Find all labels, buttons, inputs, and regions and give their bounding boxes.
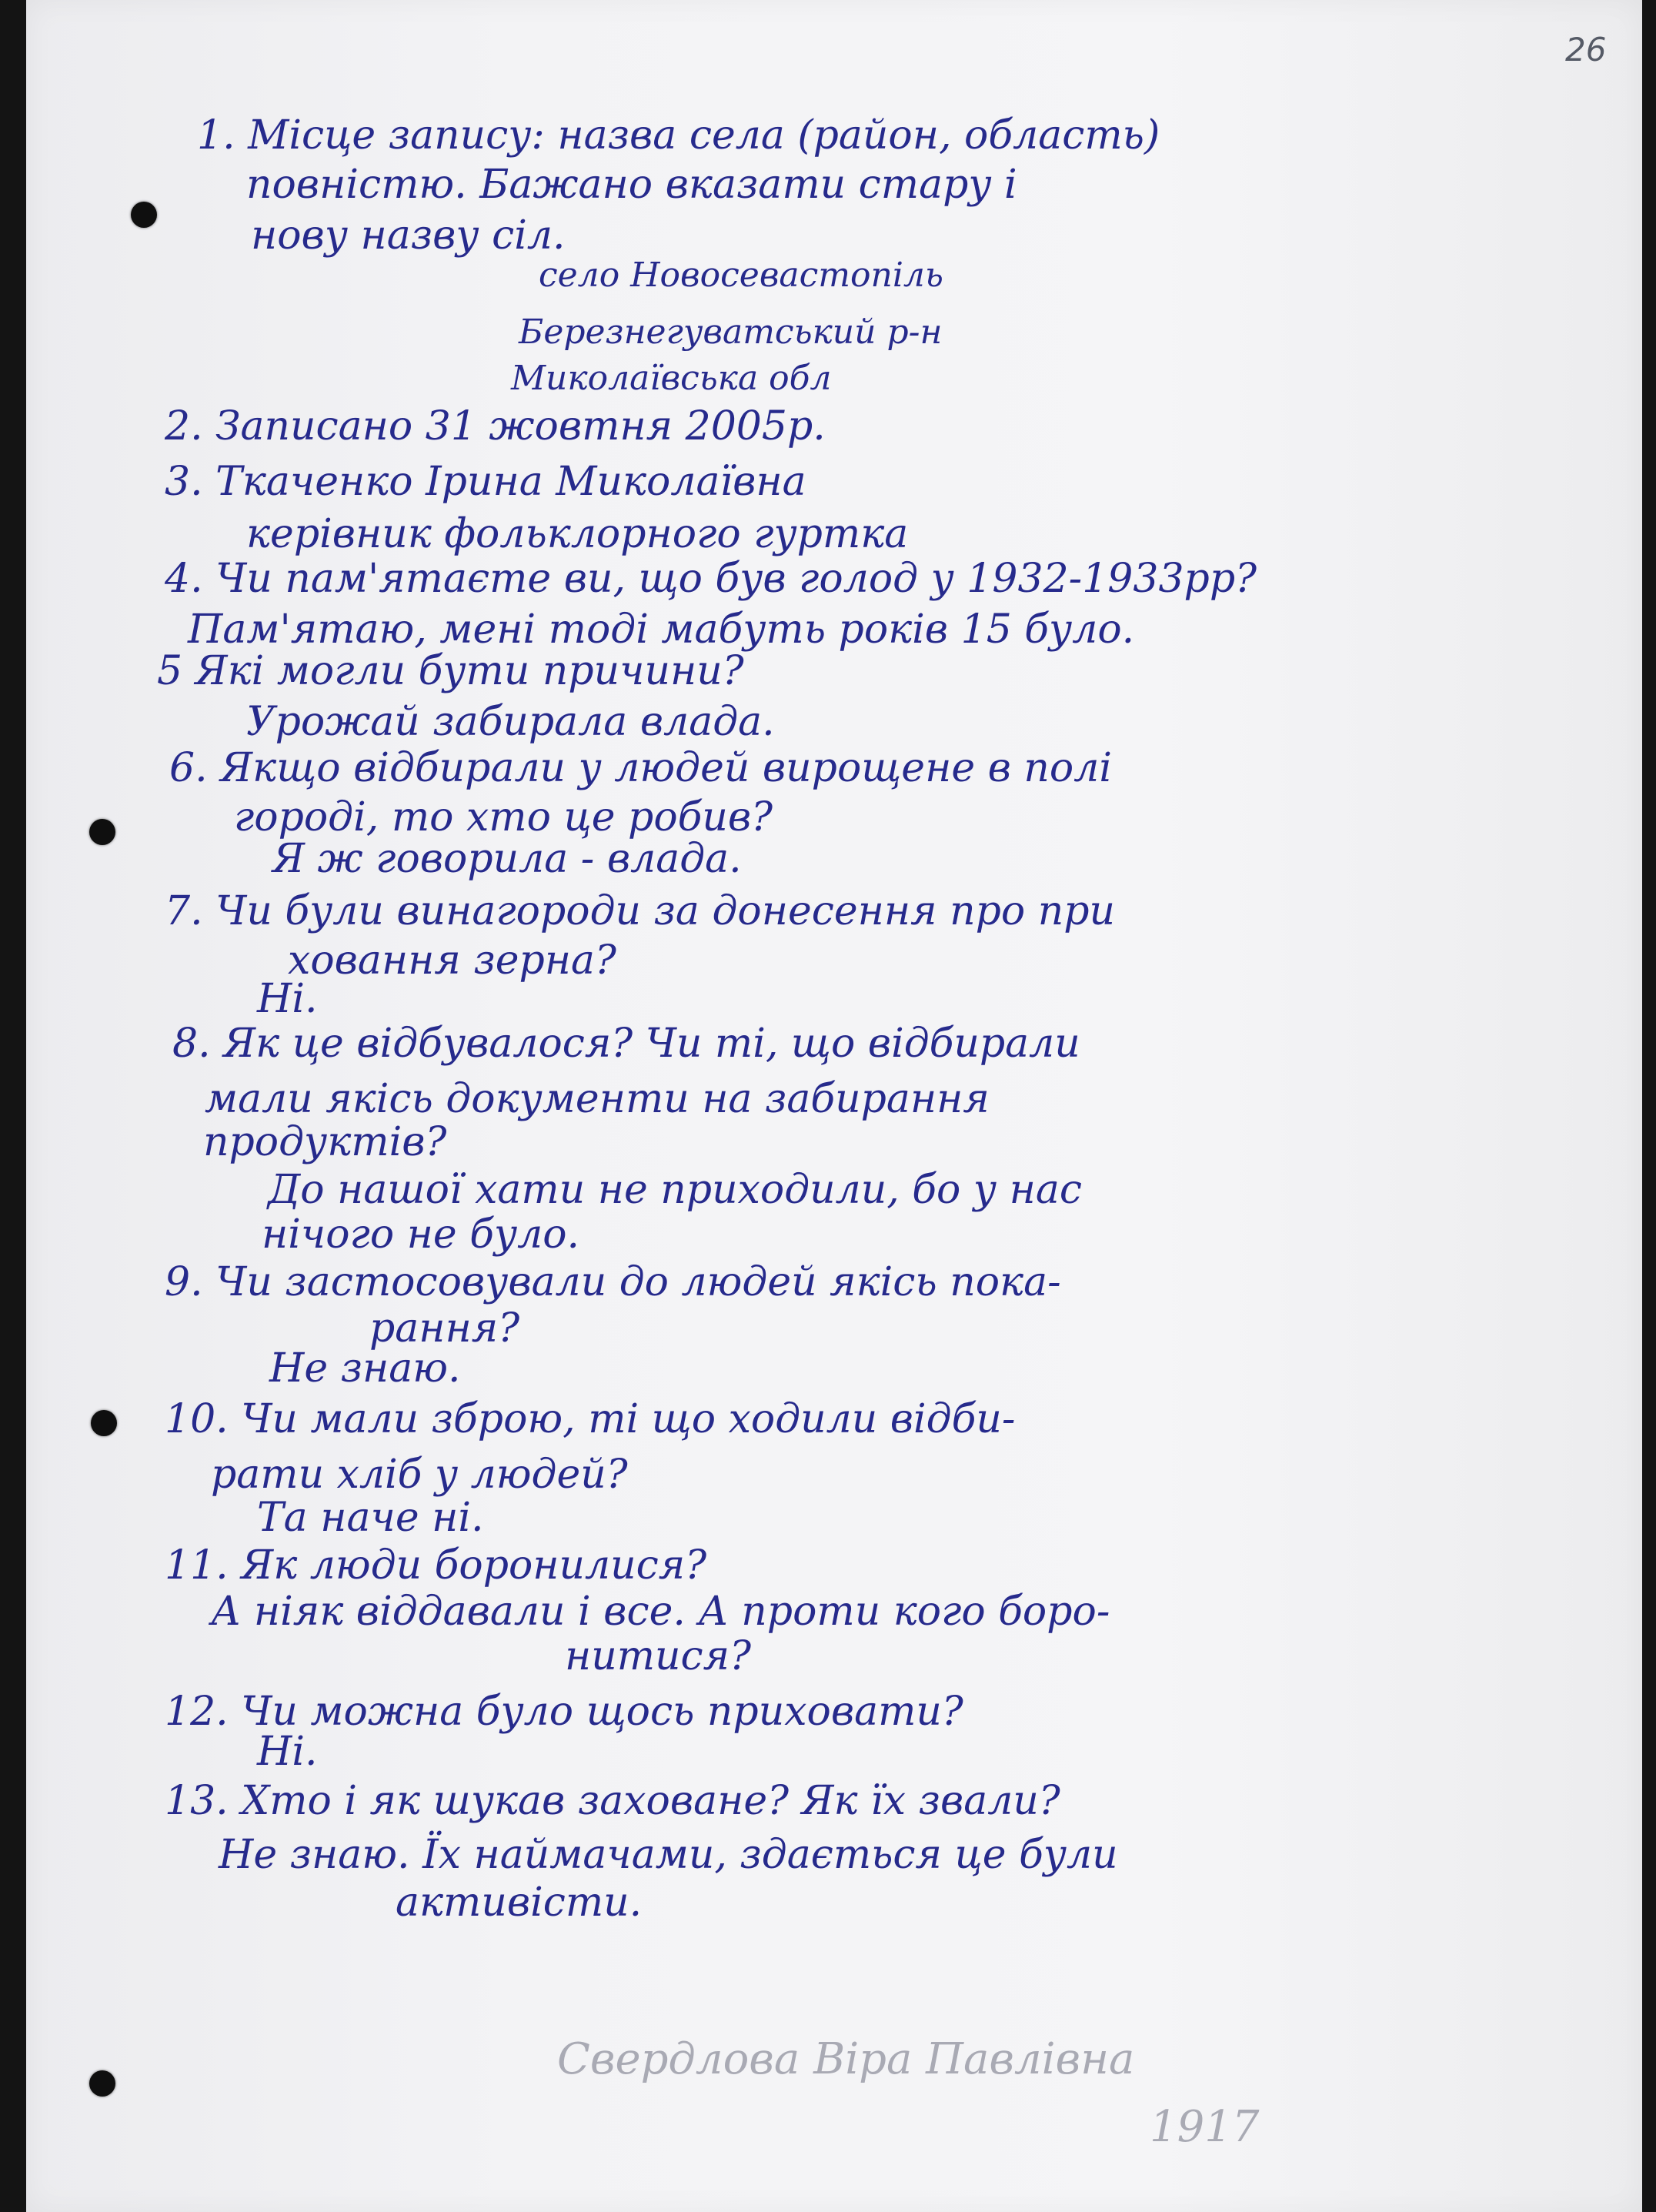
text-line: А ніяк віддавали і все. А проти кого боро- bbox=[211, 1589, 1110, 1635]
text-line: 13. Хто і як шукав заховане? Як їх звали? bbox=[165, 1778, 1060, 1824]
text-line: нитися? bbox=[565, 1633, 751, 1679]
text-line: 12. Чи можна було щось приховати? bbox=[165, 1689, 963, 1735]
signature-year: 1917 bbox=[1150, 2102, 1260, 2152]
punch-hole bbox=[89, 2070, 115, 2097]
text-line: 4. Чи пам'ятаєте ви, що був голод у 1932-1933рр? bbox=[165, 556, 1257, 602]
text-line: село Новосевастопіль bbox=[539, 256, 943, 295]
text-line: Та наче ні. bbox=[257, 1495, 484, 1541]
text-line: До нашої хати не приходили, бо у нас bbox=[268, 1167, 1082, 1213]
text-line: городі, то хто це робив? bbox=[234, 794, 773, 840]
text-line: 8. Як це відбувалося? Чи ті, що відбирали bbox=[172, 1021, 1080, 1067]
punch-hole bbox=[91, 1410, 117, 1436]
text-line: 3. Ткаченко Ірина Миколаївна bbox=[165, 459, 806, 505]
text-line: 1. Місце запису: назва села (район, область) bbox=[197, 112, 1160, 159]
page-number: 26 bbox=[1565, 31, 1607, 68]
text-line: Не знаю. bbox=[269, 1345, 461, 1392]
text-line: 7. Чи були винагороди за донесення про при bbox=[165, 888, 1115, 934]
text-line: 5 Які могли бути причини? bbox=[157, 648, 744, 694]
text-line: Урожай забирала влада. bbox=[246, 699, 775, 745]
text-line: Ні. bbox=[257, 1729, 318, 1775]
text-line: Я ж говорила - влада. bbox=[272, 836, 742, 882]
text-line: продуктів? bbox=[203, 1119, 447, 1165]
text-line: ховання зерна? bbox=[288, 937, 616, 984]
punch-hole bbox=[131, 202, 157, 228]
text-line: Не знаю. Їх наймачами, здається це були bbox=[219, 1832, 1118, 1878]
text-line: 10. Чи мали зброю, ті що ходили відби- bbox=[165, 1396, 1016, 1442]
text-line: нічого не було. bbox=[262, 1211, 580, 1258]
signature-name: Свердлова Віра Павлівна bbox=[557, 2034, 1135, 2084]
text-line: керівник фольклорного гуртка bbox=[246, 511, 909, 557]
text-line: нову назву сіл. bbox=[251, 212, 566, 259]
text-line: повністю. Бажано вказати стару і bbox=[246, 162, 1017, 208]
text-line: Пам'ятаю, мені тоді мабуть років 15 було. bbox=[188, 606, 1135, 653]
text-line: 9. Чи застосовували до людей якісь пока- bbox=[165, 1259, 1061, 1305]
punch-hole bbox=[89, 819, 115, 845]
text-line: 6. Якщо відбирали у людей вирощене в полі bbox=[169, 745, 1112, 791]
text-line: 11. Як люди боронилися? bbox=[165, 1542, 707, 1589]
text-line: рати хліб у людей? bbox=[211, 1452, 628, 1498]
text-line: Березнегуватський р-н bbox=[519, 312, 943, 352]
text-line: активісти. bbox=[396, 1880, 643, 1926]
text-line: рання? bbox=[369, 1305, 520, 1352]
document-page bbox=[26, 0, 1642, 2212]
text-line: Миколаївська обл bbox=[511, 359, 832, 398]
text-line: мали якісь документи на забирання bbox=[205, 1076, 990, 1122]
text-line: Ні. bbox=[257, 976, 318, 1022]
text-line: 2. Записано 31 жовтня 2005р. bbox=[165, 403, 826, 449]
